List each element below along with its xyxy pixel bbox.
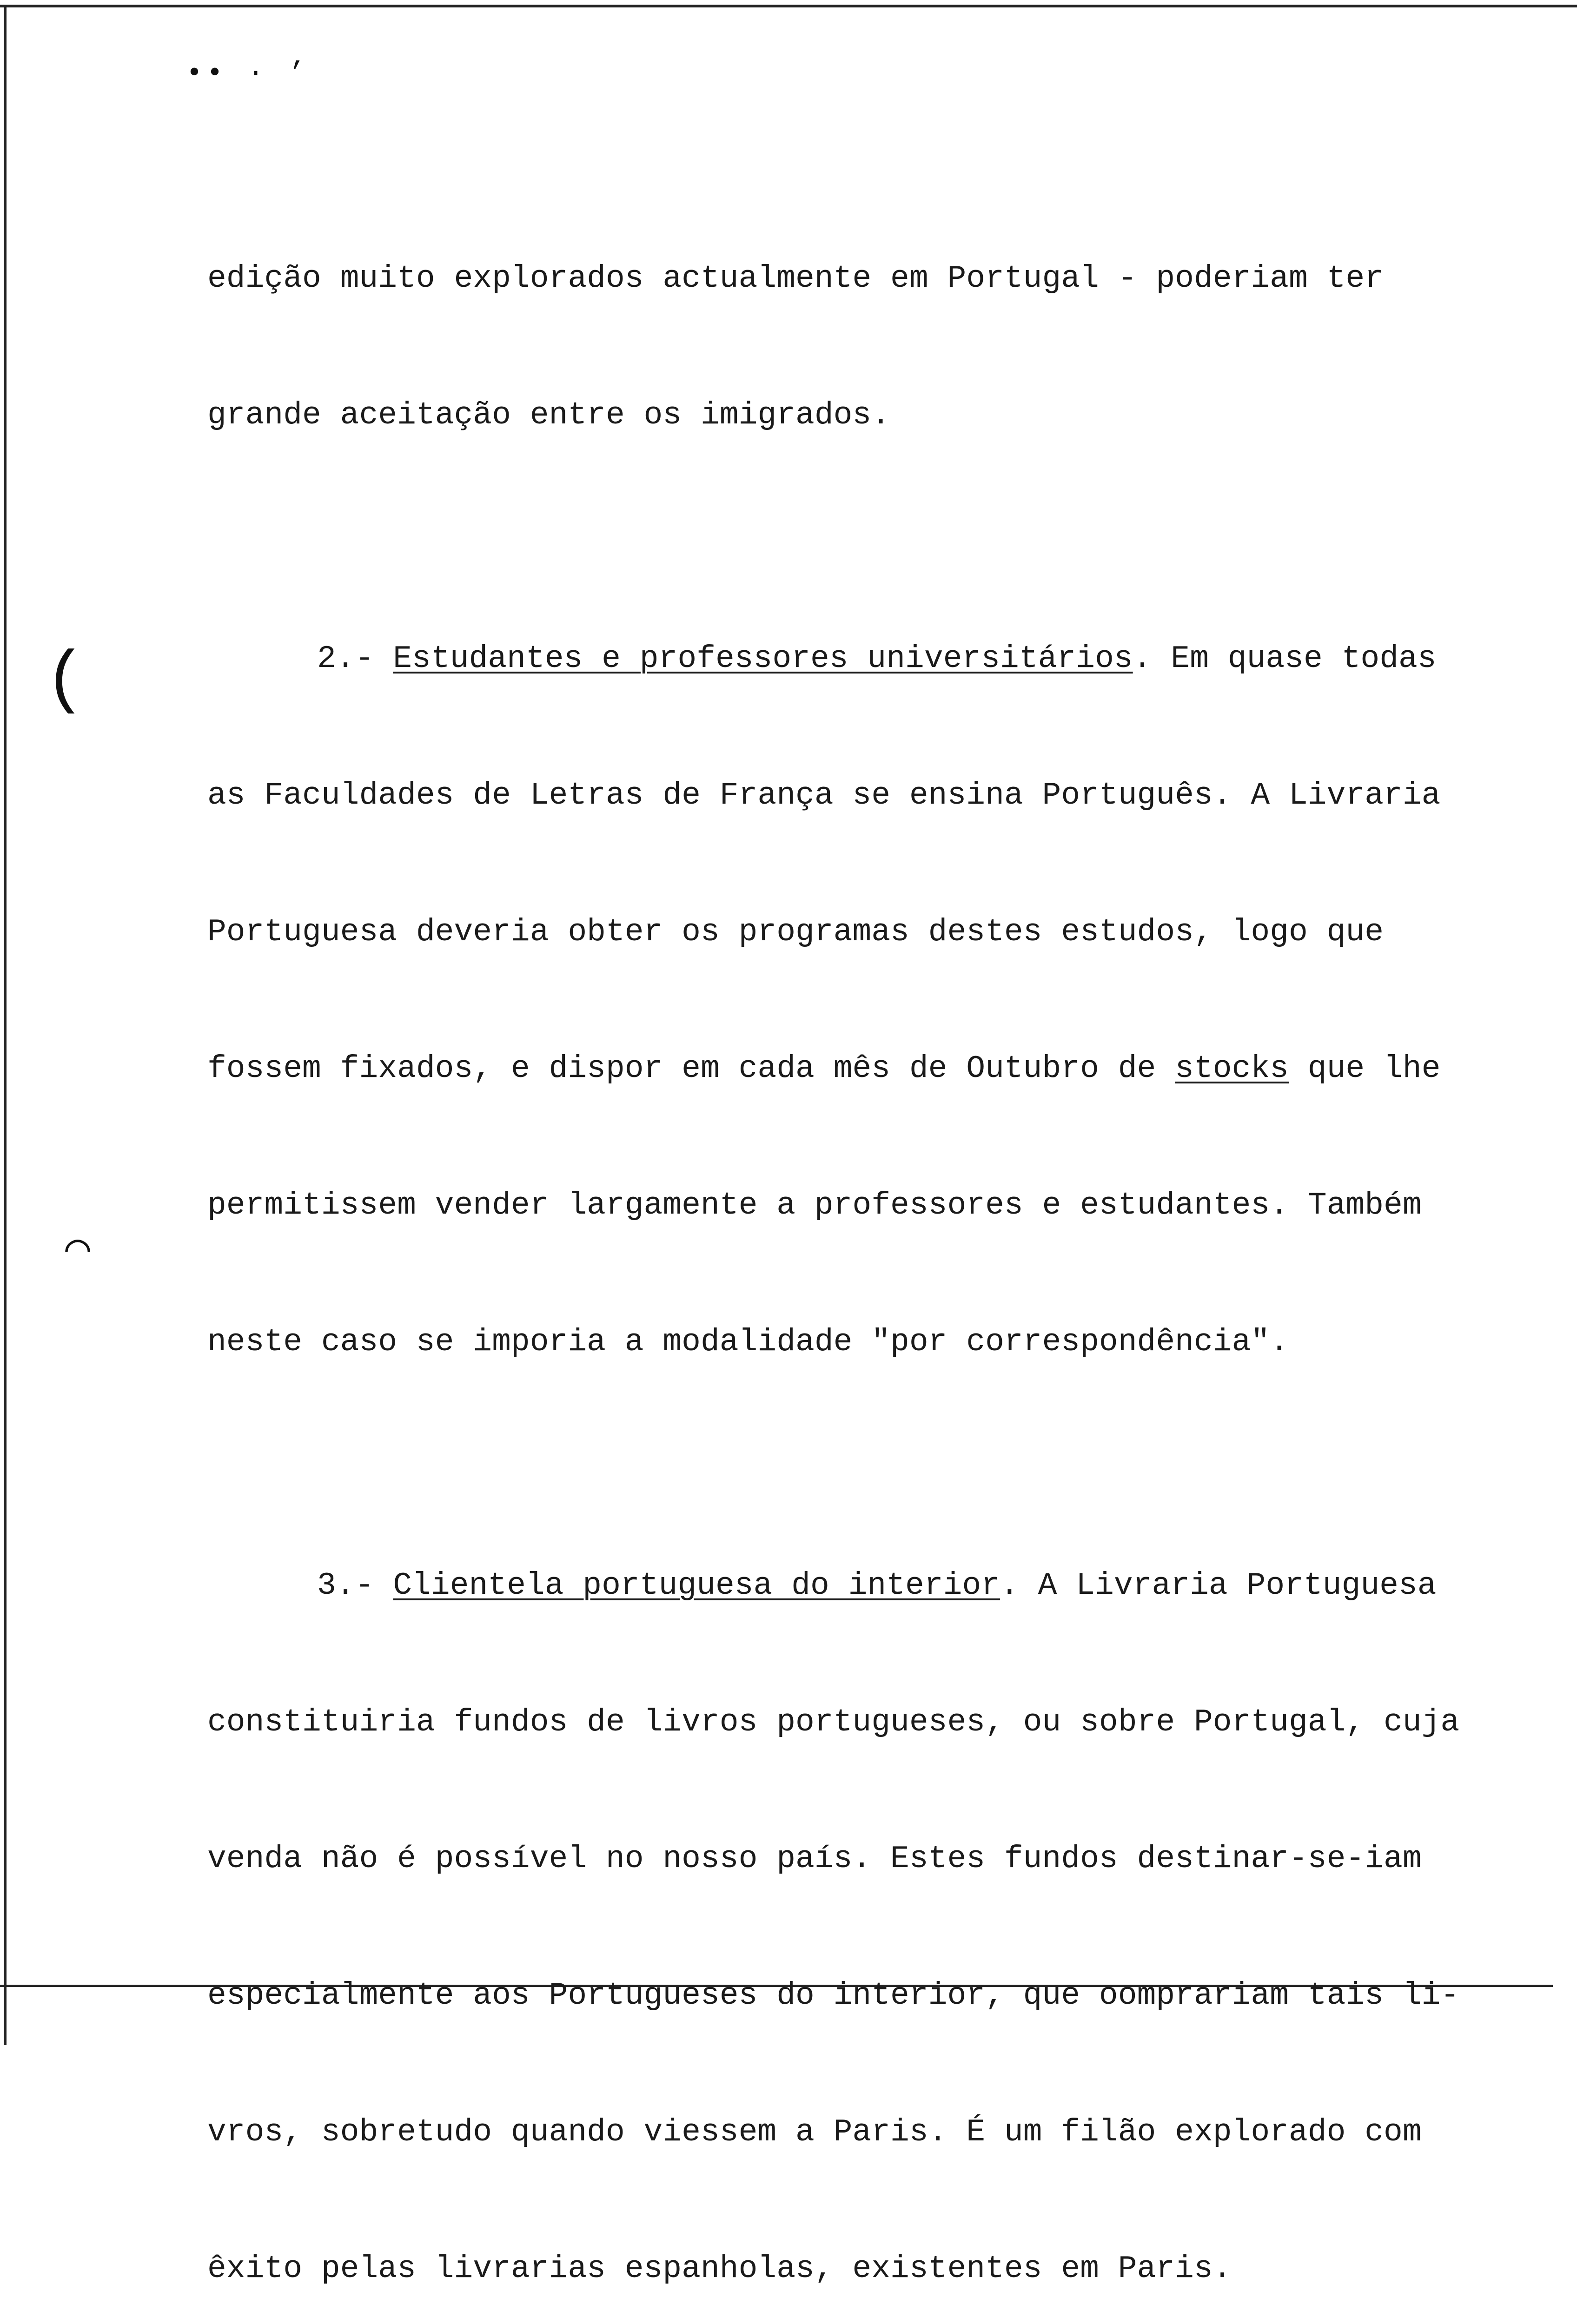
text-line: 2.- Estudantes e professores universitários. Em quase todas — [317, 641, 1437, 677]
text-line: edição muito explorados actualmente em Portugal - poderiam ter — [207, 261, 1384, 297]
text-line: as Faculdades de Letras de França se ensina Português. A Livraria — [207, 778, 1441, 813]
text-line: grande aceitação entre os imigrados. — [207, 397, 891, 433]
text-line: fossem fixados, e dispor em cada mês de Outubro de stocks que lhe — [207, 1051, 1441, 1087]
margin-arc-mark: ⌒ — [65, 1227, 91, 1274]
paragraph-continuation — [207, 165, 1463, 529]
text-line: especialmente aos Portugueses do interior, que oomprariam tais li- — [207, 1978, 1460, 2014]
text-line: vros, sobretudo quando viessem a Paris. É um filão explorado com — [207, 2114, 1422, 2150]
item-heading: Estudantes e professores universitários — [393, 641, 1133, 677]
text-line: neste caso se imporia a modalidade "por correspondência". — [207, 1324, 1289, 1360]
text-line: êxito pelas livrarias espanholas, existentes em Paris. — [207, 2251, 1232, 2287]
underlined-word: stocks — [1175, 1051, 1289, 1087]
paragraph-item-2 — [207, 545, 1463, 1456]
page-border-left — [4, 5, 7, 2045]
paragraph-item-3 — [207, 1472, 1463, 2324]
margin-bracket-mark: ( — [44, 641, 86, 720]
text-line: constituiria fundos de livros portugueses, ou sobre Portugal, cuja — [207, 1704, 1460, 1740]
document-body — [207, 165, 1463, 2324]
text-line: venda não é possível no nosso país. Estes fundos destinar-se-iam — [207, 1841, 1422, 1877]
item-heading: Clientela portuguesa do interior — [393, 1568, 1001, 1604]
corner-marks: •• · ’ — [186, 58, 309, 90]
text-line: 3.- Clientela portuguesa do interior. A Livraria Portuguesa — [317, 1568, 1437, 1604]
text-line: permitissem vender largamente a professores e estudantes. Também — [207, 1188, 1422, 1223]
text-line: Portuguesa deveria obter os programas destes estudos, logo que — [207, 914, 1384, 950]
item-number: 2.- — [317, 641, 393, 677]
item-number: 3.- — [317, 1568, 393, 1604]
page-border-top — [0, 5, 1577, 7]
